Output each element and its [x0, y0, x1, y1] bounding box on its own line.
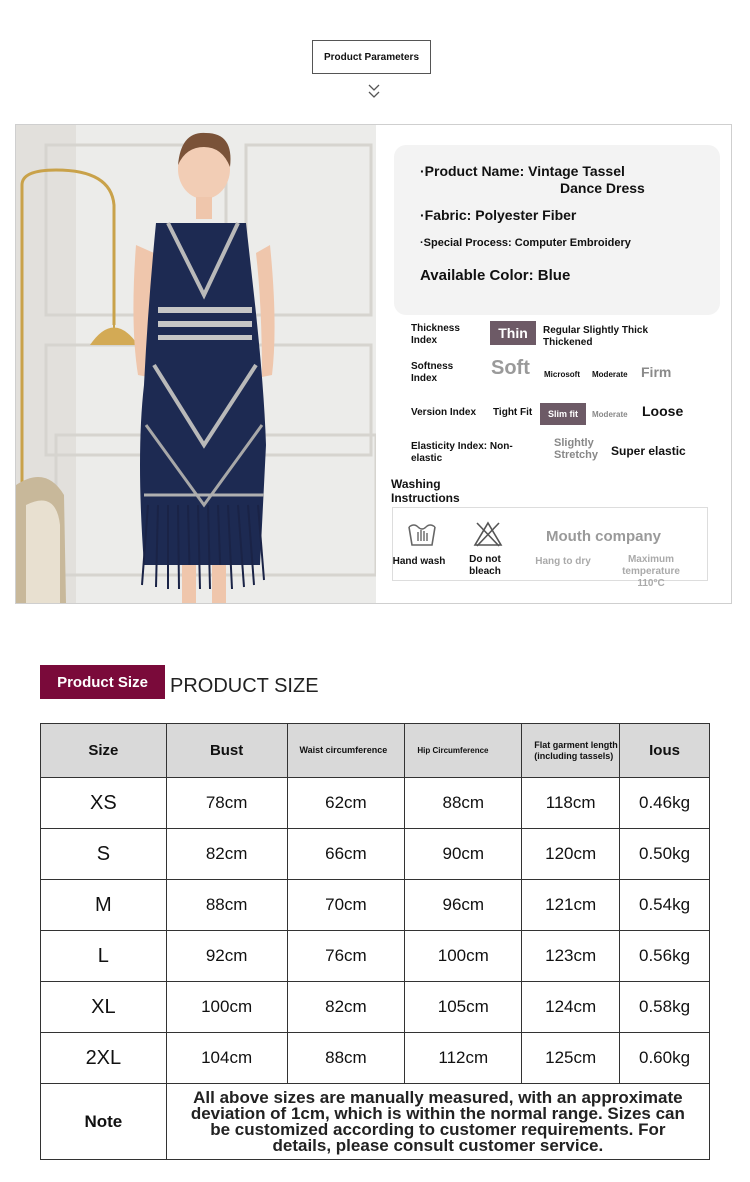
cell-hip: 90cm: [405, 829, 522, 880]
cell-waist: 88cm: [287, 1033, 405, 1084]
cell-size: XS: [41, 778, 167, 829]
do-not-bleach-label: Do not bleach: [469, 554, 501, 577]
elasticity-option-super-elastic: Super elastic: [611, 444, 686, 458]
product-parameters-panel: [15, 124, 732, 604]
header-size: Size: [41, 724, 167, 778]
cell-size: L: [41, 931, 167, 982]
product-color: Available Color: Blue: [420, 267, 571, 284]
cell-length: 124cm: [522, 982, 620, 1033]
mouth-company-label: Mouth company: [546, 528, 661, 545]
washing-instructions-title: Washing Instructions: [391, 477, 460, 505]
cell-bust: 92cm: [166, 931, 287, 982]
cell-waist: 62cm: [287, 778, 405, 829]
thickness-selected: Thin: [490, 321, 536, 345]
table-row: [41, 880, 710, 931]
header-length: Flat garment length (including tassels): [522, 724, 620, 778]
product-fabric: ·Fabric: Polyester Fiber: [420, 207, 577, 223]
version-option-loose: Loose: [642, 403, 684, 419]
cell-weight: 0.50kg: [620, 829, 710, 880]
cell-weight: 0.60kg: [620, 1033, 710, 1084]
product-size-badge: Product Size: [40, 665, 165, 699]
max-temperature-label: Maximum temperature 110°C: [622, 554, 680, 589]
product-size-caption: PRODUCT SIZE: [170, 675, 319, 697]
cell-size: S: [41, 829, 167, 880]
elasticity-index-label: Elasticity Index: Non-elastic: [411, 441, 513, 464]
softness-option-firm: Firm: [641, 364, 672, 380]
version-option-moderate: Moderate: [592, 410, 628, 419]
cell-weight: 0.58kg: [620, 982, 710, 1033]
cell-hip: 88cm: [405, 778, 522, 829]
product-photo: [16, 125, 376, 603]
header-bust: Bust: [166, 724, 287, 778]
thickness-option-thickened: Thickened: [543, 337, 593, 348]
cell-waist: 66cm: [287, 829, 405, 880]
table-row: [41, 982, 710, 1033]
version-option-tight-fit: Tight Fit: [493, 407, 533, 418]
cell-length: 121cm: [522, 880, 620, 931]
cell-size: XL: [41, 982, 167, 1033]
header-waist: Waist circumference: [287, 724, 405, 778]
do-not-bleach-icon: [473, 521, 503, 547]
cell-weight: 0.54kg: [620, 880, 710, 931]
cell-length: 125cm: [522, 1033, 620, 1084]
product-name: [420, 163, 680, 197]
header-hip: Hip Circumference: [405, 724, 522, 778]
cell-weight: 0.46kg: [620, 778, 710, 829]
cell-bust: 100cm: [166, 982, 287, 1033]
cell-hip: 100cm: [405, 931, 522, 982]
cell-bust: 78cm: [166, 778, 287, 829]
header-weight: Ious: [620, 724, 710, 778]
table-row: [41, 829, 710, 880]
note-label: Note: [41, 1084, 167, 1160]
cell-hip: 105cm: [405, 982, 522, 1033]
hand-wash-icon: [406, 519, 438, 549]
table-row: [41, 1033, 710, 1084]
cell-bust: 88cm: [166, 880, 287, 931]
cell-size: M: [41, 880, 167, 931]
cell-size: 2XL: [41, 1033, 167, 1084]
table-row: [41, 931, 710, 982]
product-parameters-header: Product Parameters: [312, 40, 431, 74]
hang-to-dry-label: Hang to dry: [535, 556, 591, 567]
thickness-index-label: Thickness Index: [411, 323, 460, 346]
cell-bust: 82cm: [166, 829, 287, 880]
chevron-down-icon: [367, 83, 381, 101]
product-name-line1: ·Product Name: Vintage Tassel: [420, 163, 625, 179]
cell-waist: 82cm: [287, 982, 405, 1033]
elasticity-option-slightly-stretchy: Slightly Stretchy: [554, 437, 599, 461]
cell-hip: 96cm: [405, 880, 522, 931]
product-info-card: [394, 145, 720, 315]
thickness-option-regular: Regular Slightly Thick: [543, 325, 649, 336]
table-row: [41, 778, 710, 829]
note-text: All above sizes are manually measured, with an approximate deviation of 1cm, which is within the normal range. Sizes can be customized according to customer requirements. For details, please consult customer service.: [166, 1084, 709, 1160]
hand-wash-label: Hand wash: [392, 556, 446, 567]
cell-length: 120cm: [522, 829, 620, 880]
cell-waist: 76cm: [287, 931, 405, 982]
note-row: [41, 1084, 710, 1160]
softness-index-label: Softness Index: [411, 361, 454, 384]
version-index-label: Version Index: [411, 407, 477, 418]
version-selected: Slim fit: [540, 403, 586, 425]
softness-option-moderate: Moderate: [592, 370, 628, 379]
size-table-header: [41, 724, 710, 778]
softness-selected: Soft: [491, 357, 530, 379]
cell-waist: 70cm: [287, 880, 405, 931]
cell-bust: 104cm: [166, 1033, 287, 1084]
cell-hip: 112cm: [405, 1033, 522, 1084]
size-table: [40, 723, 710, 1160]
softness-option-microsoft: Microsoft: [544, 370, 580, 379]
product-process: ·Special Process: Computer Embroidery: [420, 237, 631, 249]
cell-length: 118cm: [522, 778, 620, 829]
product-name-line2: Dance Dress: [560, 180, 645, 196]
cell-length: 123cm: [522, 931, 620, 982]
cell-weight: 0.56kg: [620, 931, 710, 982]
